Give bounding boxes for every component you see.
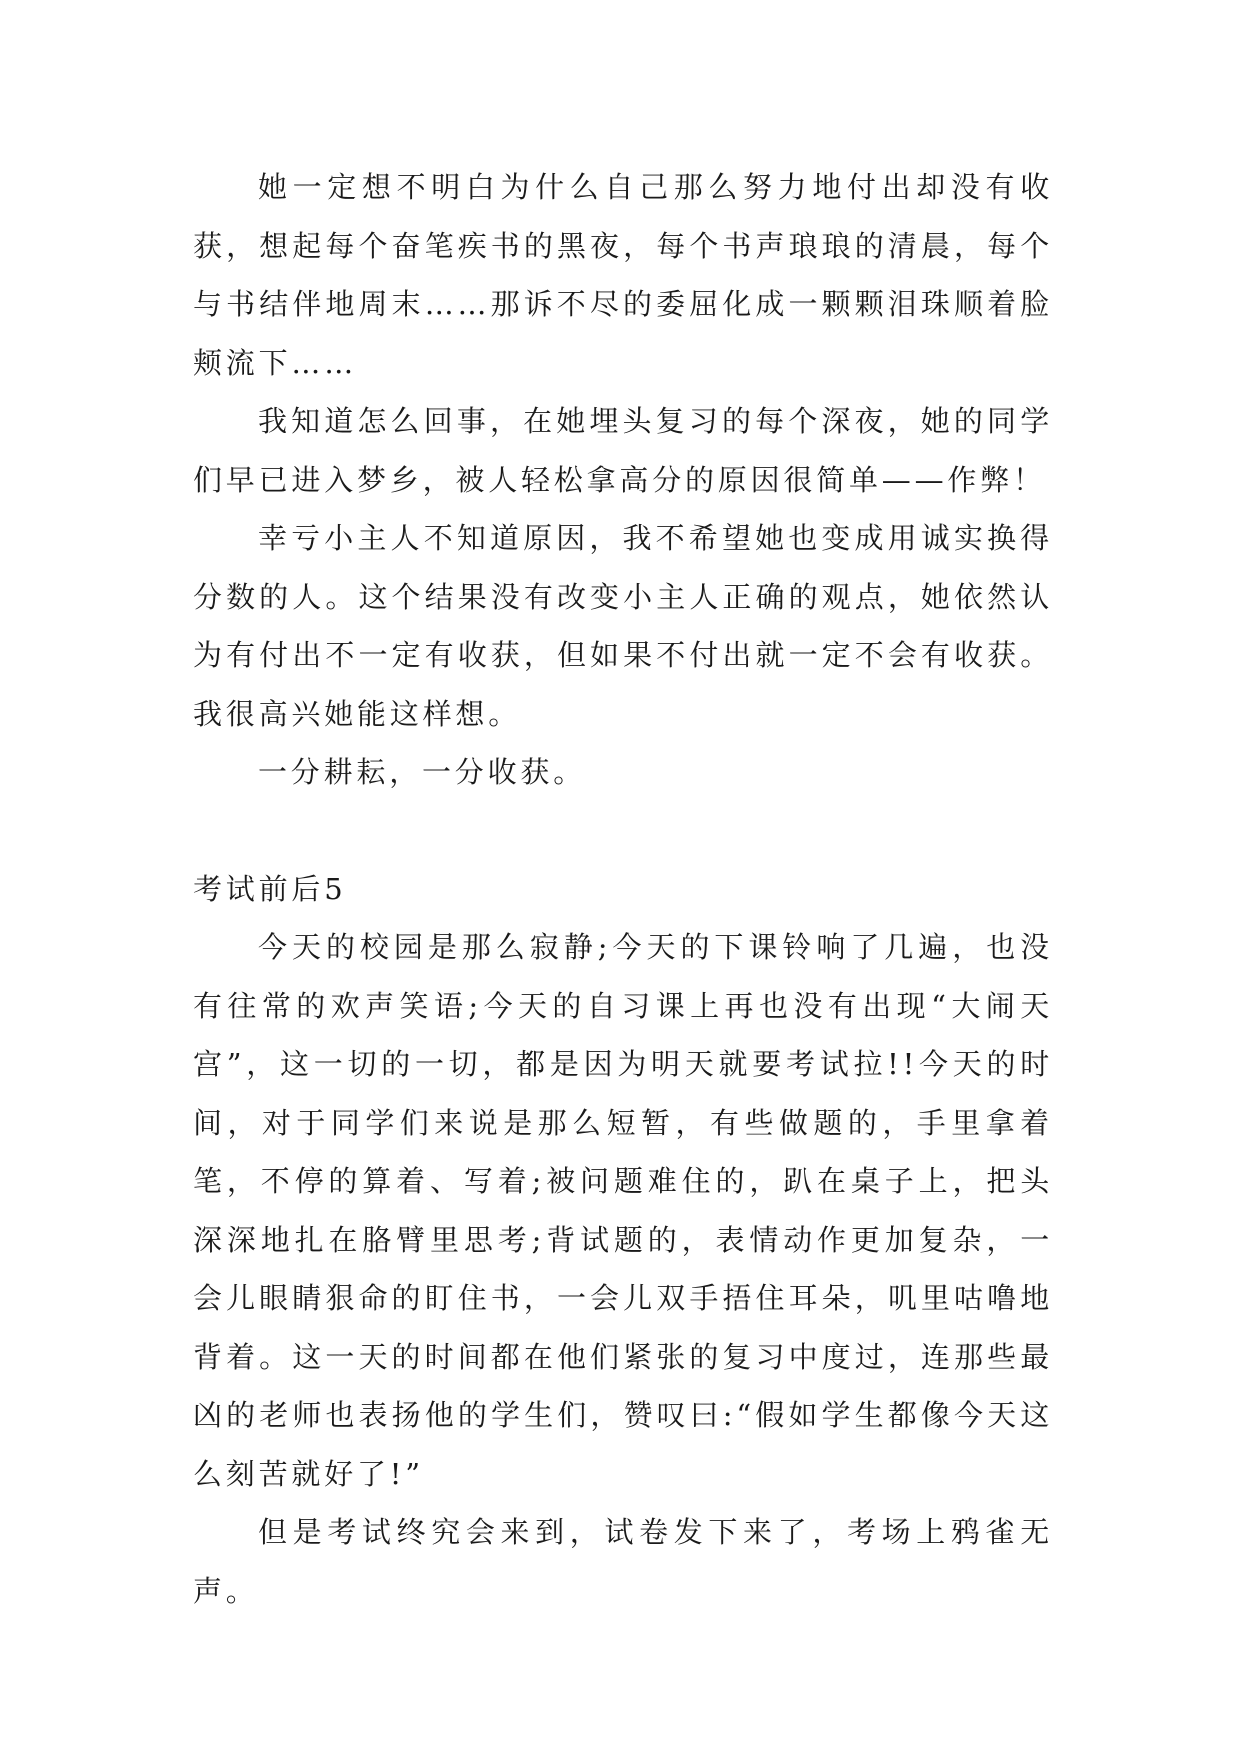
paragraph-5: 今天的校园是那么寂静;今天的下课铃响了几遍，也没有往常的欢声笑语;今天的自习课上再也没有出现“大闹天宫”，这一切的一切，都是因为明天就要考试拉!!今天的时间，对于同学们来说是那么短暂，有些做题的，手里拿着笔，不停的算着、写着;被问题难住的，趴在桌子上，把头深深地扎在胳臂里思考;背试题的，表情动作更加复杂，一会儿眼睛狠命的盯住书，一会儿双手捂住耳朵，叽里咕噜地背着。这一天的时间都在他们紧张的复习中度过，连那些最凶的老师也表扬他的学生们，赞叹曰:“假如学生都像今天这么刻苦就好了!” — [193, 930, 1053, 1491]
paragraph-4: 一分耕耘，一分收获。 — [258, 755, 587, 789]
section-spacer — [193, 802, 1053, 860]
paragraph-6: 但是考试终究会来到，试卷发下来了，考场上鸦雀无声。 — [193, 1515, 1053, 1608]
section-title: 考试前后5 — [193, 871, 347, 906]
paragraph-2: 我知道怎么回事，在她埋头复习的每个深夜，她的同学们早已进入梦乡，被人轻松拿高分的原因很简单——作弊！ — [193, 404, 1053, 497]
paragraph-1: 她一定想不明白为什么自己那么努力地付出却没有收获，想起每个奋笔疾书的黑夜，每个书声琅琅的清晨，每个与书结伴地周末……那诉不尽的委屈化成一颗颗泪珠顺着脸颊流下…… — [193, 170, 1053, 380]
paragraph-3: 幸亏小主人不知道原因，我不希望她也变成用诚实换得分数的人。这个结果没有改变小主人正确的观点，她依然认为有付出不一定有收获，但如果不付出就一定不会有收获。我很高兴她能这样想。 — [193, 521, 1053, 731]
document-body — [193, 158, 1053, 1620]
